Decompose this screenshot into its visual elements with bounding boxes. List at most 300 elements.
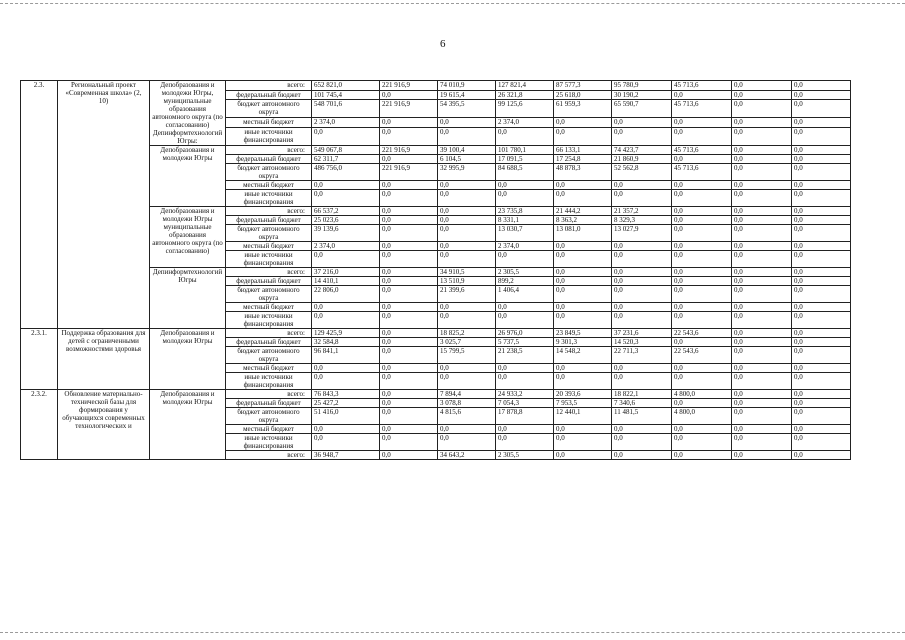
amount-cell: 0,0 bbox=[792, 118, 851, 128]
amount-cell: 13 510,9 bbox=[438, 277, 496, 286]
amount-cell: 21 444,2 bbox=[554, 207, 612, 216]
amount-cell: 74 423,7 bbox=[612, 146, 672, 155]
amount-cell: 0,0 bbox=[380, 286, 438, 303]
amount-cell: 0,0 bbox=[312, 434, 380, 451]
amount-cell: 6 104,5 bbox=[438, 155, 496, 164]
executor-name: Депобразования и молодежи Югры, муниципальные образования автономного округа (по согласованию) Депинформтехнологий Югры: bbox=[150, 81, 226, 146]
executor-name: Депинформтехнологий Югры bbox=[150, 268, 226, 329]
amount-cell: 22 806,0 bbox=[312, 286, 380, 303]
amount-cell: 7 340,6 bbox=[612, 399, 672, 408]
amount-cell: 0,0 bbox=[612, 286, 672, 303]
amount-cell: 0,0 bbox=[672, 286, 732, 303]
amount-cell: 25 023,6 bbox=[312, 216, 380, 225]
funding-source: всего: bbox=[226, 268, 312, 277]
amount-cell: 0,0 bbox=[732, 155, 792, 164]
section-code: 2.3.1. bbox=[21, 329, 58, 390]
amount-cell: 0,0 bbox=[380, 207, 438, 216]
amount-cell: 9 301,3 bbox=[554, 338, 612, 347]
amount-cell: 0,0 bbox=[380, 451, 438, 460]
funding-source: иные источники финансирования bbox=[226, 127, 312, 145]
amount-cell: 0,0 bbox=[732, 329, 792, 338]
amount-cell: 0,0 bbox=[792, 225, 851, 242]
funding-source: федеральный бюджет bbox=[226, 155, 312, 164]
amount-cell: 0,0 bbox=[554, 312, 612, 329]
amount-cell: 0,0 bbox=[672, 225, 732, 242]
amount-cell: 0,0 bbox=[732, 399, 792, 408]
amount-cell: 0,0 bbox=[672, 118, 732, 128]
amount-cell: 7 054,3 bbox=[496, 399, 554, 408]
amount-cell: 0,0 bbox=[732, 181, 792, 190]
amount-cell: 45 713,6 bbox=[672, 81, 732, 91]
amount-cell: 0,0 bbox=[732, 434, 792, 451]
amount-cell: 0,0 bbox=[672, 312, 732, 329]
amount-cell: 221 916,9 bbox=[380, 100, 438, 118]
amount-cell: 0,0 bbox=[792, 286, 851, 303]
funding-source: бюджет автономного округа bbox=[226, 225, 312, 242]
amount-cell: 2 305,5 bbox=[496, 451, 554, 460]
amount-cell: 0,0 bbox=[672, 90, 732, 100]
amount-cell: 0,0 bbox=[438, 181, 496, 190]
amount-cell: 0,0 bbox=[612, 451, 672, 460]
amount-cell: 0,0 bbox=[380, 338, 438, 347]
amount-cell: 0,0 bbox=[732, 127, 792, 145]
amount-cell: 0,0 bbox=[380, 347, 438, 364]
funding-source: федеральный бюджет bbox=[226, 399, 312, 408]
amount-cell: 0,0 bbox=[612, 181, 672, 190]
amount-cell: 0,0 bbox=[438, 373, 496, 390]
amount-cell: 0,0 bbox=[380, 434, 438, 451]
amount-cell: 0,0 bbox=[792, 303, 851, 312]
amount-cell: 0,0 bbox=[672, 277, 732, 286]
amount-cell: 26 976,0 bbox=[496, 329, 554, 338]
amount-cell: 14 520,3 bbox=[612, 338, 672, 347]
section-name: Региональный проект «Современная школа» (2, 10) bbox=[58, 81, 150, 329]
amount-cell: 101 780,1 bbox=[496, 146, 554, 155]
amount-cell: 0,0 bbox=[554, 181, 612, 190]
amount-cell: 0,0 bbox=[438, 127, 496, 145]
amount-cell: 0,0 bbox=[380, 268, 438, 277]
funding-source: иные источники финансирования bbox=[226, 312, 312, 329]
amount-cell: 0,0 bbox=[380, 303, 438, 312]
amount-cell: 221 916,9 bbox=[380, 164, 438, 181]
amount-cell: 0,0 bbox=[672, 434, 732, 451]
amount-cell: 2 374,0 bbox=[312, 242, 380, 251]
amount-cell: 0,0 bbox=[380, 216, 438, 225]
amount-cell: 0,0 bbox=[732, 242, 792, 251]
amount-cell: 0,0 bbox=[732, 225, 792, 242]
funding-source: местный бюджет bbox=[226, 425, 312, 434]
amount-cell: 101 745,4 bbox=[312, 90, 380, 100]
amount-cell: 0,0 bbox=[380, 390, 438, 399]
amount-cell: 4 815,6 bbox=[438, 408, 496, 425]
amount-cell: 2 305,5 bbox=[496, 268, 554, 277]
amount-cell: 0,0 bbox=[496, 434, 554, 451]
amount-cell: 0,0 bbox=[554, 127, 612, 145]
amount-cell: 0,0 bbox=[672, 268, 732, 277]
amount-cell: 0,0 bbox=[496, 181, 554, 190]
amount-cell: 0,0 bbox=[554, 303, 612, 312]
amount-cell: 19 615,4 bbox=[438, 90, 496, 100]
amount-cell: 18 825,2 bbox=[438, 329, 496, 338]
amount-cell: 0,0 bbox=[672, 303, 732, 312]
amount-cell: 0,0 bbox=[792, 146, 851, 155]
funding-source: бюджет автономного округа bbox=[226, 408, 312, 425]
amount-cell: 36 948,7 bbox=[312, 451, 380, 460]
funding-source: всего: bbox=[226, 451, 312, 460]
amount-cell: 0,0 bbox=[732, 425, 792, 434]
amount-cell: 0,0 bbox=[732, 268, 792, 277]
amount-cell: 0,0 bbox=[792, 216, 851, 225]
scan-edge-top bbox=[0, 3, 905, 4]
funding-source: федеральный бюджет bbox=[226, 90, 312, 100]
amount-cell: 1 406,4 bbox=[496, 286, 554, 303]
amount-cell: 11 481,5 bbox=[612, 408, 672, 425]
amount-cell: 0,0 bbox=[732, 347, 792, 364]
amount-cell: 21 399,6 bbox=[438, 286, 496, 303]
amount-cell: 548 701,6 bbox=[312, 100, 380, 118]
amount-cell: 45 713,6 bbox=[672, 146, 732, 155]
amount-cell: 0,0 bbox=[732, 390, 792, 399]
amount-cell: 32 584,8 bbox=[312, 338, 380, 347]
amount-cell: 22 711,3 bbox=[612, 347, 672, 364]
amount-cell: 24 933,2 bbox=[496, 390, 554, 399]
funding-source: местный бюджет bbox=[226, 242, 312, 251]
amount-cell: 0,0 bbox=[438, 425, 496, 434]
amount-cell: 0,0 bbox=[672, 216, 732, 225]
amount-cell: 21 357,2 bbox=[612, 207, 672, 216]
amount-cell: 0,0 bbox=[792, 451, 851, 460]
amount-cell: 0,0 bbox=[792, 127, 851, 145]
amount-cell: 0,0 bbox=[672, 242, 732, 251]
amount-cell: 0,0 bbox=[792, 100, 851, 118]
amount-cell: 0,0 bbox=[792, 164, 851, 181]
amount-cell: 25 618,0 bbox=[554, 90, 612, 100]
table-row bbox=[21, 390, 851, 399]
amount-cell: 0,0 bbox=[380, 181, 438, 190]
amount-cell: 0,0 bbox=[612, 303, 672, 312]
budget-table bbox=[20, 80, 851, 460]
funding-source: иные источники финансирования bbox=[226, 251, 312, 268]
amount-cell: 39 139,6 bbox=[312, 225, 380, 242]
amount-cell: 0,0 bbox=[672, 207, 732, 216]
funding-source: всего: bbox=[226, 146, 312, 155]
amount-cell: 0,0 bbox=[672, 251, 732, 268]
amount-cell: 0,0 bbox=[792, 434, 851, 451]
amount-cell: 0,0 bbox=[312, 364, 380, 373]
amount-cell: 0,0 bbox=[732, 81, 792, 91]
amount-cell: 0,0 bbox=[380, 242, 438, 251]
amount-cell: 0,0 bbox=[732, 207, 792, 216]
funding-source: всего: bbox=[226, 390, 312, 399]
amount-cell: 0,0 bbox=[792, 329, 851, 338]
executor-name: Депобразования и молодежи Югры bbox=[150, 146, 226, 207]
amount-cell: 23 735,8 bbox=[496, 207, 554, 216]
amount-cell: 0,0 bbox=[672, 127, 732, 145]
amount-cell: 0,0 bbox=[438, 207, 496, 216]
amount-cell: 0,0 bbox=[732, 277, 792, 286]
page-number: 6 bbox=[440, 38, 446, 50]
funding-source: бюджет автономного округа bbox=[226, 100, 312, 118]
amount-cell: 0,0 bbox=[380, 90, 438, 100]
funding-source: иные источники финансирования bbox=[226, 434, 312, 451]
amount-cell: 0,0 bbox=[612, 373, 672, 390]
amount-cell: 0,0 bbox=[732, 164, 792, 181]
amount-cell: 30 190,2 bbox=[612, 90, 672, 100]
amount-cell: 0,0 bbox=[312, 425, 380, 434]
amount-cell: 0,0 bbox=[612, 268, 672, 277]
amount-cell: 0,0 bbox=[380, 127, 438, 145]
amount-cell: 4 800,0 bbox=[672, 390, 732, 399]
amount-cell: 21 860,9 bbox=[612, 155, 672, 164]
amount-cell: 15 799,5 bbox=[438, 347, 496, 364]
amount-cell: 54 395,5 bbox=[438, 100, 496, 118]
funding-source: бюджет автономного округа bbox=[226, 347, 312, 364]
amount-cell: 0,0 bbox=[792, 190, 851, 207]
amount-cell: 2 374,0 bbox=[496, 242, 554, 251]
funding-source: федеральный бюджет bbox=[226, 338, 312, 347]
amount-cell: 34 910,5 bbox=[438, 268, 496, 277]
amount-cell: 37 216,0 bbox=[312, 268, 380, 277]
amount-cell: 3 025,7 bbox=[438, 338, 496, 347]
amount-cell: 21 238,5 bbox=[496, 347, 554, 364]
amount-cell: 0,0 bbox=[672, 364, 732, 373]
executor-name: Депобразования и молодежи Югры bbox=[150, 390, 226, 460]
amount-cell: 0,0 bbox=[732, 451, 792, 460]
amount-cell: 0,0 bbox=[792, 373, 851, 390]
amount-cell: 0,0 bbox=[380, 329, 438, 338]
amount-cell: 95 780,9 bbox=[612, 81, 672, 91]
amount-cell: 0,0 bbox=[792, 390, 851, 399]
amount-cell: 37 231,6 bbox=[612, 329, 672, 338]
funding-source: иные источники финансирования bbox=[226, 190, 312, 207]
amount-cell: 0,0 bbox=[792, 155, 851, 164]
amount-cell: 0,0 bbox=[732, 338, 792, 347]
amount-cell: 0,0 bbox=[672, 399, 732, 408]
amount-cell: 0,0 bbox=[732, 118, 792, 128]
amount-cell: 0,0 bbox=[380, 408, 438, 425]
amount-cell: 0,0 bbox=[792, 277, 851, 286]
amount-cell: 8 331,1 bbox=[496, 216, 554, 225]
amount-cell: 129 425,9 bbox=[312, 329, 380, 338]
amount-cell: 0,0 bbox=[732, 251, 792, 268]
amount-cell: 76 843,3 bbox=[312, 390, 380, 399]
amount-cell: 0,0 bbox=[312, 190, 380, 207]
amount-cell: 0,0 bbox=[792, 425, 851, 434]
amount-cell: 2 374,0 bbox=[496, 118, 554, 128]
amount-cell: 0,0 bbox=[312, 373, 380, 390]
amount-cell: 22 543,6 bbox=[672, 329, 732, 338]
amount-cell: 0,0 bbox=[554, 434, 612, 451]
amount-cell: 486 756,0 bbox=[312, 164, 380, 181]
amount-cell: 66 537,2 bbox=[312, 207, 380, 216]
amount-cell: 48 878,3 bbox=[554, 164, 612, 181]
amount-cell: 0,0 bbox=[438, 364, 496, 373]
amount-cell: 0,0 bbox=[554, 425, 612, 434]
amount-cell: 0,0 bbox=[792, 312, 851, 329]
amount-cell: 652 821,0 bbox=[312, 81, 380, 91]
amount-cell: 7 894,4 bbox=[438, 390, 496, 399]
amount-cell: 0,0 bbox=[496, 312, 554, 329]
amount-cell: 0,0 bbox=[496, 373, 554, 390]
amount-cell: 0,0 bbox=[672, 425, 732, 434]
amount-cell: 0,0 bbox=[380, 364, 438, 373]
section-name: Поддержка образования для детей с ограниченными возможностями здоровья bbox=[58, 329, 150, 390]
amount-cell: 23 849,5 bbox=[554, 329, 612, 338]
amount-cell: 0,0 bbox=[380, 425, 438, 434]
amount-cell: 65 590,7 bbox=[612, 100, 672, 118]
amount-cell: 0,0 bbox=[732, 364, 792, 373]
amount-cell: 0,0 bbox=[612, 277, 672, 286]
amount-cell: 221 916,9 bbox=[380, 81, 438, 91]
amount-cell: 0,0 bbox=[792, 268, 851, 277]
table-row bbox=[21, 81, 851, 91]
funding-source: всего: bbox=[226, 81, 312, 91]
amount-cell: 0,0 bbox=[672, 155, 732, 164]
amount-cell: 0,0 bbox=[732, 286, 792, 303]
funding-source: местный бюджет bbox=[226, 303, 312, 312]
amount-cell: 0,0 bbox=[792, 81, 851, 91]
amount-cell: 0,0 bbox=[792, 251, 851, 268]
scan-edge-bottom bbox=[0, 632, 905, 633]
amount-cell: 0,0 bbox=[612, 425, 672, 434]
amount-cell: 4 800,0 bbox=[672, 408, 732, 425]
amount-cell: 0,0 bbox=[380, 118, 438, 128]
amount-cell: 52 562,8 bbox=[612, 164, 672, 181]
amount-cell: 26 321,8 bbox=[496, 90, 554, 100]
funding-source: всего: bbox=[226, 207, 312, 216]
funding-source: бюджет автономного округа bbox=[226, 286, 312, 303]
executor-name: Депобразования и молодежи Югры bbox=[150, 329, 226, 390]
amount-cell: 0,0 bbox=[438, 216, 496, 225]
amount-cell: 0,0 bbox=[732, 146, 792, 155]
amount-cell: 0,0 bbox=[438, 251, 496, 268]
amount-cell: 0,0 bbox=[380, 399, 438, 408]
amount-cell: 0,0 bbox=[380, 373, 438, 390]
amount-cell: 0,0 bbox=[496, 425, 554, 434]
amount-cell: 0,0 bbox=[612, 190, 672, 207]
amount-cell: 0,0 bbox=[380, 190, 438, 207]
amount-cell: 0,0 bbox=[312, 312, 380, 329]
funding-source: местный бюджет bbox=[226, 118, 312, 128]
amount-cell: 0,0 bbox=[732, 190, 792, 207]
amount-cell: 17 878,8 bbox=[496, 408, 554, 425]
amount-cell: 0,0 bbox=[554, 277, 612, 286]
amount-cell: 13 081,0 bbox=[554, 225, 612, 242]
amount-cell: 0,0 bbox=[792, 90, 851, 100]
amount-cell: 62 311,7 bbox=[312, 155, 380, 164]
amount-cell: 0,0 bbox=[554, 286, 612, 303]
amount-cell: 0,0 bbox=[612, 364, 672, 373]
amount-cell: 13 030,7 bbox=[496, 225, 554, 242]
amount-cell: 0,0 bbox=[380, 312, 438, 329]
amount-cell: 0,0 bbox=[438, 312, 496, 329]
amount-cell: 127 821,4 bbox=[496, 81, 554, 91]
amount-cell: 14 410,1 bbox=[312, 277, 380, 286]
amount-cell: 0,0 bbox=[672, 373, 732, 390]
amount-cell: 96 841,1 bbox=[312, 347, 380, 364]
amount-cell: 0,0 bbox=[554, 118, 612, 128]
amount-cell: 0,0 bbox=[380, 277, 438, 286]
amount-cell: 0,0 bbox=[672, 181, 732, 190]
amount-cell: 0,0 bbox=[438, 242, 496, 251]
amount-cell: 0,0 bbox=[438, 118, 496, 128]
amount-cell: 0,0 bbox=[612, 251, 672, 268]
amount-cell: 45 713,6 bbox=[672, 164, 732, 181]
amount-cell: 0,0 bbox=[792, 364, 851, 373]
amount-cell: 0,0 bbox=[672, 451, 732, 460]
amount-cell: 12 440,1 bbox=[554, 408, 612, 425]
amount-cell: 0,0 bbox=[380, 155, 438, 164]
amount-cell: 32 995,9 bbox=[438, 164, 496, 181]
amount-cell: 13 027,9 bbox=[612, 225, 672, 242]
amount-cell: 0,0 bbox=[554, 190, 612, 207]
amount-cell: 0,0 bbox=[612, 118, 672, 128]
amount-cell: 3 078,8 bbox=[438, 399, 496, 408]
amount-cell: 8 363,2 bbox=[554, 216, 612, 225]
amount-cell: 8 329,3 bbox=[612, 216, 672, 225]
amount-cell: 0,0 bbox=[438, 434, 496, 451]
amount-cell: 0,0 bbox=[312, 127, 380, 145]
amount-cell: 0,0 bbox=[792, 181, 851, 190]
amount-cell: 0,0 bbox=[380, 225, 438, 242]
amount-cell: 18 822,1 bbox=[612, 390, 672, 399]
amount-cell: 0,0 bbox=[438, 225, 496, 242]
amount-cell: 17 091,5 bbox=[496, 155, 554, 164]
amount-cell: 45 713,6 bbox=[672, 100, 732, 118]
amount-cell: 0,0 bbox=[732, 90, 792, 100]
amount-cell: 2 374,0 bbox=[312, 118, 380, 128]
amount-cell: 7 953,5 bbox=[554, 399, 612, 408]
funding-source: всего: bbox=[226, 329, 312, 338]
amount-cell: 0,0 bbox=[554, 364, 612, 373]
amount-cell: 0,0 bbox=[496, 251, 554, 268]
amount-cell: 0,0 bbox=[612, 434, 672, 451]
amount-cell: 0,0 bbox=[792, 408, 851, 425]
amount-cell: 0,0 bbox=[554, 242, 612, 251]
amount-cell: 0,0 bbox=[612, 242, 672, 251]
amount-cell: 0,0 bbox=[438, 190, 496, 207]
amount-cell: 0,0 bbox=[732, 312, 792, 329]
amount-cell: 0,0 bbox=[554, 373, 612, 390]
section-code: 2.3.2. bbox=[21, 390, 58, 460]
amount-cell: 0,0 bbox=[792, 207, 851, 216]
amount-cell: 22 543,6 bbox=[672, 347, 732, 364]
amount-cell: 0,0 bbox=[554, 268, 612, 277]
funding-source: федеральный бюджет bbox=[226, 216, 312, 225]
section-code: 2.3. bbox=[21, 81, 58, 329]
amount-cell: 0,0 bbox=[496, 127, 554, 145]
executor-name: Депобразования и молодежи Югры муниципальные образования автономного округа (по согласованию) bbox=[150, 207, 226, 268]
amount-cell: 0,0 bbox=[312, 181, 380, 190]
funding-source: местный бюджет bbox=[226, 181, 312, 190]
amount-cell: 0,0 bbox=[312, 303, 380, 312]
amount-cell: 14 548,2 bbox=[554, 347, 612, 364]
funding-source: бюджет автономного округа bbox=[226, 164, 312, 181]
amount-cell: 0,0 bbox=[438, 303, 496, 312]
amount-cell: 51 416,0 bbox=[312, 408, 380, 425]
amount-cell: 0,0 bbox=[672, 338, 732, 347]
amount-cell: 0,0 bbox=[496, 190, 554, 207]
amount-cell: 87 577,3 bbox=[554, 81, 612, 91]
amount-cell: 0,0 bbox=[312, 251, 380, 268]
amount-cell: 39 100,4 bbox=[438, 146, 496, 155]
amount-cell: 221 916,9 bbox=[380, 146, 438, 155]
amount-cell: 20 393,6 bbox=[554, 390, 612, 399]
amount-cell: 0,0 bbox=[612, 312, 672, 329]
section-name: Обновление материально-технической базы для формирования у обучающихся современных технологических и bbox=[58, 390, 150, 460]
amount-cell: 25 427,2 bbox=[312, 399, 380, 408]
amount-cell: 34 643,2 bbox=[438, 451, 496, 460]
